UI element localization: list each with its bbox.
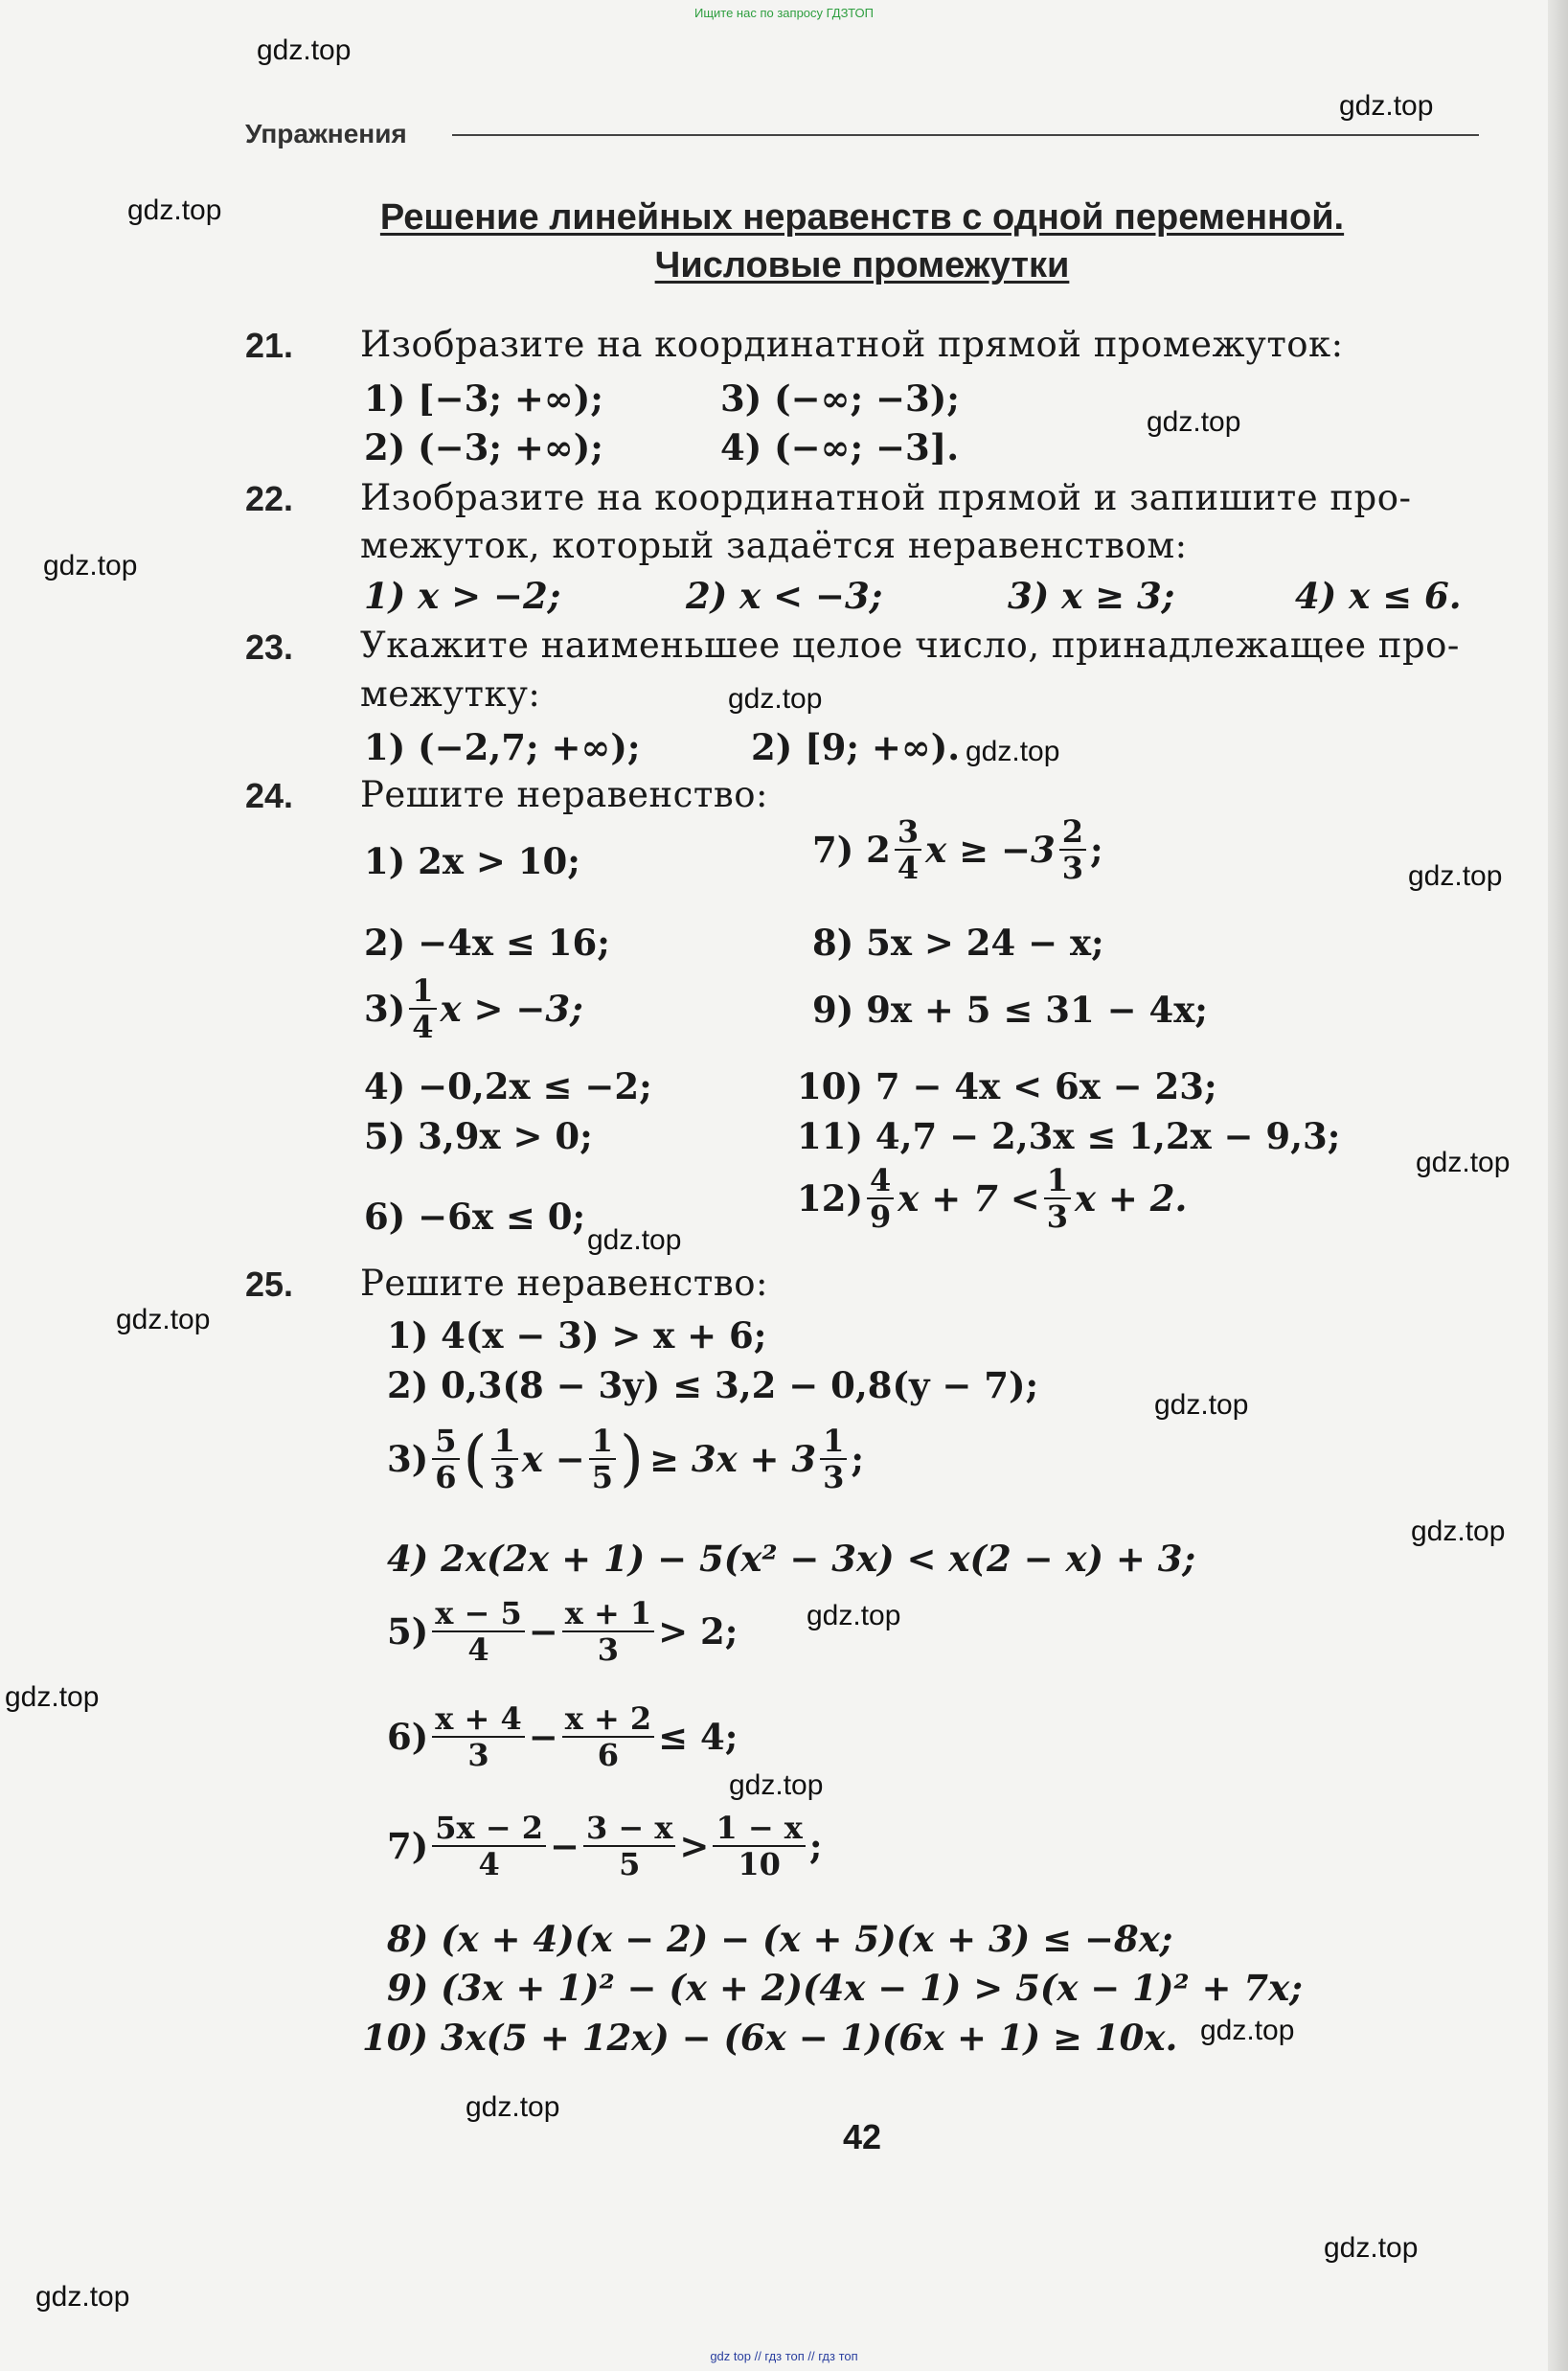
exercise-number: 21. xyxy=(245,326,294,365)
watermark: gdz.top xyxy=(1416,1147,1511,1178)
watermark: gdz.top xyxy=(1147,406,1241,438)
denominator: 4 xyxy=(467,1631,489,1668)
exercise-item: 4) −0,2x ≤ −2; xyxy=(364,1065,652,1107)
exercise-item: 2) x < −3; xyxy=(686,575,883,617)
item-text: 7) 2 xyxy=(812,829,891,871)
exercise-item: 11) 4,7 − 2,3x ≤ 1,2x − 9,3; xyxy=(797,1115,1341,1157)
item-text: 12) xyxy=(797,1177,863,1220)
denominator: 4 xyxy=(897,850,920,886)
fraction xyxy=(562,1700,654,1773)
top-note: Ищите нас по запросу ГДЗТОП xyxy=(693,6,874,20)
numerator: x + 1 xyxy=(562,1598,654,1632)
watermark: gdz.top xyxy=(257,34,352,66)
section-heading: Упражнения xyxy=(245,119,407,148)
exercise-task: Решите неравенство: xyxy=(360,774,768,815)
item-text: 3) xyxy=(364,988,406,1030)
watermark: gdz.top xyxy=(1154,1389,1249,1421)
exercise-item xyxy=(387,1700,739,1773)
numerator: 1 xyxy=(589,1425,616,1460)
minus-sign: − xyxy=(528,1610,558,1653)
watermark: gdz.top xyxy=(43,550,138,581)
page-number: 42 xyxy=(843,2117,882,2156)
numerator: 5x − 2 xyxy=(432,1812,546,1847)
denominator: 3 xyxy=(597,1631,620,1668)
exercise-number: 24. xyxy=(245,776,294,815)
fraction xyxy=(713,1812,805,1880)
item-text: x + 7 < xyxy=(898,1177,1040,1220)
numerator: 1 − x xyxy=(713,1812,805,1847)
numerator: 3 xyxy=(895,816,921,851)
title-line-1: Решение линейных неравенств с одной переменной. xyxy=(379,197,1345,238)
fraction xyxy=(820,1425,847,1493)
item-text: x − xyxy=(521,1438,585,1480)
exercise-item: 9) 9x + 5 ≤ 31 − 4x; xyxy=(812,989,1208,1031)
item-text: ≤ 4; xyxy=(658,1716,739,1758)
exercise-item: 10) 7 − 4x < 6x − 23; xyxy=(797,1065,1217,1107)
exercise-task: Изобразите на координатной прямой и запишите про- xyxy=(360,477,1412,518)
fraction xyxy=(432,1700,524,1773)
minus-sign: − xyxy=(549,1825,579,1867)
exercise-item xyxy=(387,1425,864,1493)
exercise-item: 2) 0,3(8 − 3y) ≤ 3,2 − 0,8(y − 7); xyxy=(387,1364,1039,1406)
exercise-task: межутку: xyxy=(360,673,541,715)
numerator: 1 xyxy=(409,975,436,1010)
item-text: ; xyxy=(1090,829,1103,871)
fraction xyxy=(589,1425,616,1493)
page-title xyxy=(335,194,1389,289)
fraction xyxy=(1044,1162,1071,1235)
item-text: ; xyxy=(808,1825,823,1867)
numerator: x + 4 xyxy=(432,1703,524,1738)
denominator: 10 xyxy=(738,1846,781,1882)
item-text: x > −3; xyxy=(440,988,583,1030)
exercise-item: 6) −6x ≤ 0; xyxy=(364,1196,586,1238)
exercise-item: 9) (3x + 1)² − (x + 2)(4x − 1) > 5(x − 1)² + 7x; xyxy=(387,1967,1303,2009)
exercise-item: 2) (−3; +∞); xyxy=(364,426,603,468)
exercise-item: 3) x ≥ 3; xyxy=(1008,575,1175,617)
exercise-item: 4) 2x(2x + 1) − 5(x² − 3x) < x(2 − x) + 3; xyxy=(387,1538,1196,1580)
item-text: 3) xyxy=(387,1438,429,1480)
denominator: 3 xyxy=(823,1459,845,1495)
watermark: gdz.top xyxy=(35,2281,130,2313)
denominator: 9 xyxy=(870,1198,892,1235)
item-text: x + 2. xyxy=(1074,1177,1188,1220)
numerator: 2 xyxy=(1059,816,1086,851)
exercise-item: 5) 3,9x > 0; xyxy=(364,1115,593,1157)
denominator: 6 xyxy=(435,1459,457,1495)
section-rule xyxy=(452,134,1479,136)
watermark: gdz.top xyxy=(5,1681,100,1713)
watermark: gdz.top xyxy=(1324,2232,1419,2264)
denominator: 3 xyxy=(493,1459,515,1495)
item-text: > 2; xyxy=(658,1610,739,1653)
denominator: 3 xyxy=(1046,1198,1068,1235)
denominator: 6 xyxy=(597,1737,620,1773)
exercise-item: 4) (−∞; −3]. xyxy=(720,426,960,468)
fraction xyxy=(491,1425,518,1493)
item-text: ≥ 3x + 3 xyxy=(648,1438,817,1480)
exercise-item: 1) [−3; +∞); xyxy=(364,377,603,420)
numerator: 1 xyxy=(820,1425,847,1460)
exercise-task: Изобразите на координатной прямой промежуток: xyxy=(360,324,1344,365)
watermark: gdz.top xyxy=(466,2091,560,2123)
exercise-task: Укажите наименьшее целое число, принадлежащее про- xyxy=(360,625,1460,666)
exercise-task: Решите неравенство: xyxy=(360,1263,768,1304)
exercise-item: 4) x ≤ 6. xyxy=(1295,575,1462,617)
watermark: gdz.top xyxy=(729,1769,824,1801)
fraction xyxy=(432,1812,546,1880)
exercise-number: 22. xyxy=(245,479,294,518)
exercise-item: 8) (x + 4)(x − 2) − (x + 5)(x + 3) ≤ −8x; xyxy=(387,1918,1173,1960)
item-text: 7) xyxy=(387,1825,429,1867)
watermark: gdz.top xyxy=(807,1600,901,1631)
exercise-number: 23. xyxy=(245,627,294,667)
item-text: > xyxy=(679,1825,710,1867)
numerator: 5 xyxy=(432,1425,459,1460)
denominator: 5 xyxy=(619,1846,641,1882)
denominator: 3 xyxy=(467,1737,489,1773)
watermark: gdz.top xyxy=(966,736,1060,767)
title-line-2: Числовые промежутки xyxy=(654,245,1070,285)
fraction xyxy=(562,1595,654,1668)
watermark: gdz.top xyxy=(1411,1516,1506,1547)
exercise-task: межуток, который задаётся неравенством: xyxy=(360,525,1188,566)
exercise-item xyxy=(364,972,583,1045)
watermark: gdz.top xyxy=(116,1304,211,1335)
denominator: 4 xyxy=(478,1846,500,1882)
fraction xyxy=(409,972,436,1045)
watermark: gdz.top xyxy=(1408,860,1503,892)
right-paren: ) xyxy=(619,1424,644,1494)
numerator: 1 xyxy=(1044,1165,1071,1199)
denominator: 5 xyxy=(591,1459,613,1495)
fraction xyxy=(895,813,921,886)
watermark: gdz.top xyxy=(1200,2015,1295,2046)
watermark: gdz.top xyxy=(728,683,823,715)
numerator: 4 xyxy=(867,1165,894,1199)
exercise-item: 10) 3x(5 + 12x) − (6x − 1)(6x + 1) ≥ 10x. xyxy=(362,2017,1178,2059)
fraction xyxy=(867,1162,894,1235)
numerator: x + 2 xyxy=(562,1703,654,1738)
exercise-item: 1) (−2,7; +∞); xyxy=(364,726,641,768)
exercise-item xyxy=(797,1162,1188,1235)
numerator: 3 − x xyxy=(583,1812,675,1847)
denominator: 3 xyxy=(1061,850,1083,886)
item-text: 5) xyxy=(387,1610,429,1653)
denominator: 4 xyxy=(412,1009,434,1045)
watermark: gdz.top xyxy=(127,194,222,226)
exercise-item xyxy=(812,813,1103,886)
bottom-note: gdz top // гдз топ // гдз топ xyxy=(710,2349,858,2363)
watermark: gdz.top xyxy=(1339,90,1434,122)
exercise-item: 8) 5x > 24 − x; xyxy=(812,922,1104,964)
item-text: x ≥ −3 xyxy=(925,829,1056,871)
exercise-item: 2) [9; +∞). xyxy=(751,726,961,768)
exercise-item: 1) 4(x − 3) > x + 6; xyxy=(387,1314,767,1356)
item-text: ; xyxy=(851,1438,865,1480)
item-text: 6) xyxy=(387,1716,429,1758)
minus-sign: − xyxy=(528,1716,558,1758)
left-paren: ( xyxy=(463,1424,488,1494)
fraction xyxy=(432,1425,459,1493)
exercise-number: 25. xyxy=(245,1265,294,1304)
exercise-item: 1) x > −2; xyxy=(364,575,561,617)
fraction xyxy=(1059,813,1086,886)
exercise-item: 3) (−∞; −3); xyxy=(720,377,960,420)
numerator: x − 5 xyxy=(432,1598,524,1632)
numerator: 1 xyxy=(491,1425,518,1460)
exercise-item xyxy=(387,1812,823,1880)
exercise-item: 2) −4x ≤ 16; xyxy=(364,922,610,964)
exercise-item: 1) 2x > 10; xyxy=(364,840,580,882)
page-edge-shadow xyxy=(1548,0,1568,2371)
watermark: gdz.top xyxy=(587,1224,682,1256)
fraction xyxy=(432,1595,524,1668)
exercise-item xyxy=(387,1595,739,1668)
fraction xyxy=(583,1812,675,1880)
